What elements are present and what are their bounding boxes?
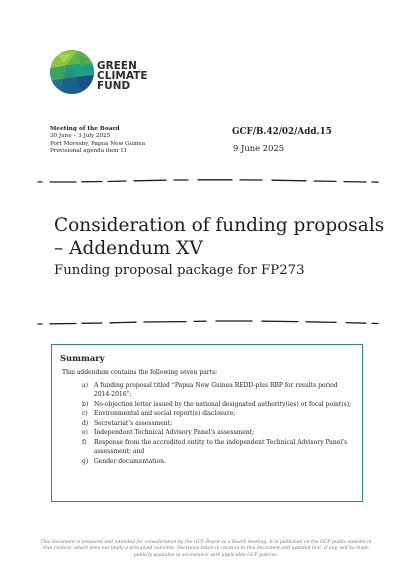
agenda-item: Provisional agenda item 11 bbox=[50, 148, 128, 155]
list-item-text: Independent Technical Advisory Panel’s assessment; bbox=[94, 429, 255, 437]
summary-list bbox=[60, 381, 362, 466]
list-item bbox=[60, 400, 356, 409]
disclaimer-footer: This document is prepared and intended for consideration by the GCF Board as a Board meeting. It is published on the GCF public website in that context, which does not imply a presumed outcome. Decisions taken in relation to this document and updated text, if any, will be made publicly available in accordance with applicable GCF policies. bbox=[40, 540, 372, 558]
summary-intro: This addendum contains the following seven parts: bbox=[62, 369, 218, 376]
list-item-text: Gender documentation. bbox=[94, 457, 166, 465]
list-marker: e) bbox=[82, 429, 88, 437]
list-item-text: A funding proposal titled “Papua New Guinea REDD-plus RBP for results period 2014-2016”; bbox=[94, 382, 338, 398]
list-marker: d) bbox=[82, 419, 89, 427]
meeting-location: Port Moresby, Papua New Guinea bbox=[50, 140, 146, 147]
list-item bbox=[60, 457, 356, 466]
document-subtitle: Funding proposal package for FP273 bbox=[54, 263, 305, 278]
list-item bbox=[60, 428, 356, 437]
list-item-text: Environmental and social report(s) disclosure; bbox=[94, 410, 236, 418]
list-item bbox=[60, 381, 356, 399]
logo-wordmark bbox=[97, 61, 148, 91]
list-marker: a) bbox=[82, 382, 88, 389]
list-item-text: Secretariat’s assessment; bbox=[94, 419, 173, 427]
document-title: Consideration of funding proposals – Addendum XV bbox=[54, 215, 385, 259]
meeting-info bbox=[50, 126, 145, 156]
decorative-divider-bottom bbox=[36, 317, 380, 327]
logo-line: GREEN bbox=[97, 60, 137, 72]
meeting-title: Meeting of the Board bbox=[50, 126, 120, 132]
list-item bbox=[60, 419, 356, 428]
document-date: 9 June 2025 bbox=[233, 143, 285, 153]
list-item bbox=[60, 438, 356, 456]
list-marker: b) bbox=[82, 400, 89, 408]
list-marker: g) bbox=[82, 457, 89, 465]
list-item-text: No-objection letter issued by the national designated authority(ies) or focal point(s); bbox=[94, 400, 352, 408]
document-code: GCF/B.42/02/Add.15 bbox=[232, 127, 332, 137]
summary-heading: Summary bbox=[60, 353, 105, 363]
globe-icon bbox=[49, 49, 95, 95]
decorative-divider-top bbox=[36, 176, 380, 186]
gcf-logo bbox=[49, 49, 169, 109]
logo-line: FUND bbox=[97, 80, 131, 92]
meeting-dates: 30 June – 3 July 2025 bbox=[50, 133, 111, 140]
list-marker: c) bbox=[82, 410, 88, 418]
list-marker: f) bbox=[82, 438, 87, 446]
list-item-text: Response from the accredited entity to the independent Technical Advisory Panel’s assessment; and bbox=[94, 438, 348, 455]
document-reference bbox=[232, 127, 332, 153]
list-item bbox=[60, 409, 356, 418]
summary-box bbox=[51, 344, 363, 502]
logo-line: CLIMATE bbox=[97, 70, 148, 82]
